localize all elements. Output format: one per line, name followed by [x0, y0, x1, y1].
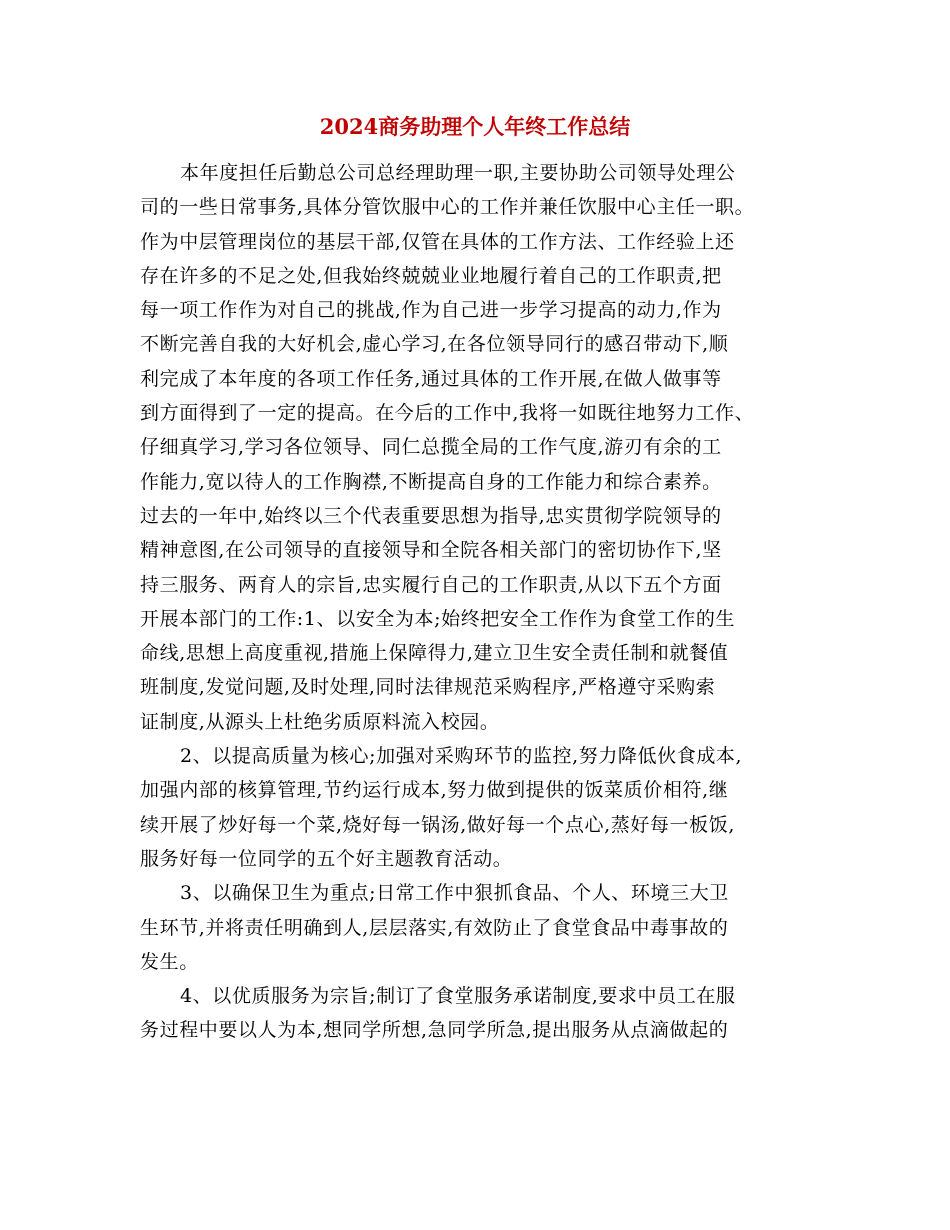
body-line: 司的一些日常事务,具体分管饮服中心的工作并兼任饮服中心主任一职。: [140, 196, 755, 219]
document-title: 2024商务助理个人年终工作总结: [319, 114, 631, 139]
body-line: 3、以确保卫生为重点;日常工作中狠抓食品、个人、环境三大卫: [180, 882, 729, 905]
body-line: 证制度,从源头上杜绝劣质原料流入校园。: [140, 710, 500, 733]
body-line: 4、以优质服务为宗旨;制订了食堂服务承诺制度,要求中员工在服: [180, 985, 736, 1008]
body-line: 持三服务、两育人的宗旨,忠实履行自己的工作职责,从以下五个方面: [140, 573, 722, 596]
body-line: 精神意图,在公司领导的直接领导和全院各相关部门的密切协作下,坚: [140, 539, 722, 562]
body-line: 过去的一年中,始终以三个代表重要思想为指导,忠实贯彻学院领导的: [140, 504, 722, 527]
body-line: 每一项工作作为对自己的挑战,作为自己进一步学习提高的动力,作为: [140, 299, 722, 322]
document-body: [140, 156, 820, 1048]
body-line: 服务好每一位同学的五个好主题教育活动。: [140, 847, 513, 870]
body-line: 开展本部门的工作:1、以安全为本;始终把安全工作作为食堂工作的生: [140, 607, 736, 630]
body-line: 作为中层管理岗位的基层干部,仅管在具体的工作方法、工作经验上还: [140, 230, 735, 253]
body-line: 本年度担任后勤总公司总经理助理一职,主要协助公司领导处理公: [180, 162, 736, 184]
body-line: 发生。: [140, 950, 199, 973]
body-line: 仔细真学习,学习各位领导、同仁总揽全局的工作气度,游刃有余的工: [140, 436, 722, 459]
body-line: 利完成了本年度的各项工作任务,通过具体的工作开展,在做人做事等: [140, 367, 722, 390]
body-line: 班制度,发觉问题,及时处理,同时法律规范采购程序,严格遵守采购索: [140, 676, 716, 699]
body-line: 不断完善自我的大好机会,虚心学习,在各位领导同行的感召带动下,顺: [140, 333, 729, 356]
body-line: 存在许多的不足之处,但我始终兢兢业业地履行着自己的工作职责,把: [140, 264, 722, 287]
body-line: 作能力,宽以待人的工作胸襟,不断提高自身的工作能力和综合素养。: [140, 470, 722, 493]
body-line: 命线,思想上高度重视,措施上保障得力,建立卫生安全责任制和就餐值: [140, 642, 729, 665]
body-line: 2、以提高质量为核心;加强对采购环节的监控,努力降低伙食成本,: [180, 745, 743, 768]
body-line: 生环节,并将责任明确到人,层层落实,有效防止了食堂食品中毒事故的: [140, 916, 729, 939]
body-line: 续开展了炒好每一个菜,烧好每一锅汤,做好每一个点心,蒸好每一板饭,: [140, 813, 735, 836]
body-line: 到方面得到了一定的提高。在今后的工作中,我将一如既往地努力工作、: [140, 402, 755, 425]
body-line: 务过程中要以人为本,想同学所想,急同学所急,提出服务从点滴做起的: [140, 1019, 729, 1042]
body-line: 加强内部的核算管理,节约运行成本,努力做到提供的饭菜质价相符,继: [140, 779, 729, 802]
